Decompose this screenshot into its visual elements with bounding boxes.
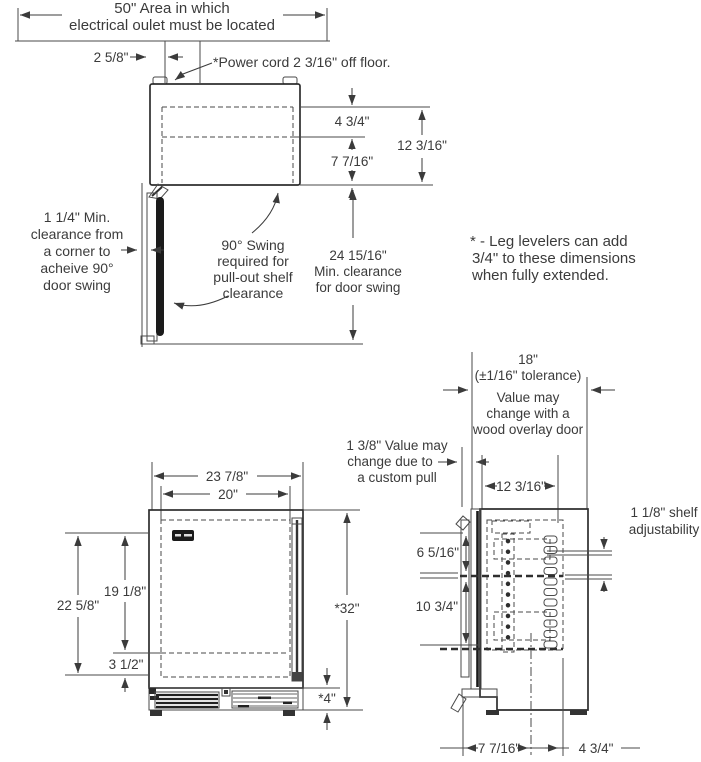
depth-note-3: Value may	[496, 390, 560, 405]
total-depth-label: 12 3/16"	[397, 138, 447, 153]
open-door	[141, 184, 168, 344]
door-height-label: 22 5/8"	[56, 598, 100, 613]
outlet-area-label-2: electrical oulet must be located	[69, 17, 275, 34]
side-view	[346, 352, 699, 756]
bottom-front-label: 7 7/16"	[477, 741, 521, 756]
depth-note-2: (±1/16" tolerance)	[474, 368, 582, 383]
door-clearance-3: for door swing	[315, 280, 401, 295]
pull-note-3: a custom pull	[357, 470, 437, 485]
lower-shelf-label: 10 3/4"	[415, 599, 458, 614]
swing-note-2: required for	[217, 253, 289, 269]
power-cord-area	[94, 41, 391, 83]
corner-note-3: a corner to	[43, 243, 111, 259]
pull-note-2: change due to	[347, 454, 433, 469]
leg-note-2: 3/4" to these dimensions	[472, 250, 636, 267]
top-shelf-label: 6 5/16"	[416, 545, 459, 560]
side-interior-dimensions	[416, 533, 466, 643]
front-cabinet	[149, 510, 303, 688]
swing-note-3: pull-out shelf	[213, 269, 293, 285]
depth-note-5: wood overlay door	[472, 422, 584, 437]
kick-height-label: 3 1/2"	[108, 657, 144, 672]
interior-depth-label: 12 3/16"	[496, 479, 546, 494]
top-view-depth-dimensions	[293, 88, 447, 198]
side-bottom-dimensions	[440, 658, 640, 756]
leg-note-3: when fully extended.	[472, 267, 609, 284]
front-width-dimensions	[152, 462, 303, 520]
overall-height-label: *32"	[334, 601, 360, 616]
door-handle	[292, 518, 302, 681]
door-depth-label: 4 3/4"	[334, 114, 370, 129]
leg-note-1: * - Leg levelers can add	[470, 233, 628, 250]
swing-note-1: 90° Swing	[221, 237, 285, 253]
corner-note-2: clearance from	[30, 226, 124, 242]
base-height-label: *4"	[318, 691, 336, 706]
door-clearance-2: Min. clearance	[314, 264, 402, 279]
top-view-cabinet	[150, 77, 300, 185]
shelf-adj-1: 1 1/8" shelf	[630, 505, 698, 520]
swing-note	[174, 193, 293, 306]
power-cord-note: *Power cord 2 3/16" off floor.	[213, 54, 391, 70]
corner-clearance-dimension	[31, 183, 164, 347]
bottom-back-label: 4 3/4"	[578, 741, 614, 756]
front-overall-dimensions	[303, 510, 363, 730]
left-vent	[155, 692, 219, 708]
depth-note-1: 18"	[518, 352, 538, 367]
top-view	[15, 0, 447, 347]
front-view	[57, 462, 363, 730]
outlet-area-dimension	[15, 0, 330, 41]
front-height-dimensions	[57, 533, 161, 692]
custom-pull-note	[346, 438, 489, 507]
shelf-adj-2: adjustability	[628, 522, 700, 537]
door-clearance-1: 24 15/16"	[329, 248, 387, 263]
leg-leveler-note	[470, 233, 636, 284]
corner-note-5: door swing	[43, 277, 111, 293]
cord-offset-label: 2 5/8"	[93, 50, 129, 65]
front-base-grille	[149, 688, 303, 716]
right-foot	[283, 710, 295, 716]
outlet-area-label-1: 50" Area in which	[114, 0, 230, 17]
corner-note-4: acheive 90°	[40, 260, 114, 276]
depth-note-4: change with a	[486, 406, 570, 421]
interior-height-label: 19 1/8"	[103, 584, 147, 599]
body-depth-label: 7 7/16"	[330, 154, 374, 169]
overall-width-label: 23 7/8"	[205, 469, 249, 484]
corner-note-1: 1 1/4" Min.	[43, 209, 111, 225]
shelf-adjustability-dimension	[604, 505, 700, 592]
right-vent	[232, 691, 298, 708]
side-interior-depth-dimension	[482, 455, 558, 523]
left-foot	[150, 710, 162, 716]
door-width-label: 20"	[218, 487, 238, 502]
pull-note-1: 1 3/8" Value may	[346, 438, 448, 453]
swing-note-4: clearance	[222, 285, 284, 301]
